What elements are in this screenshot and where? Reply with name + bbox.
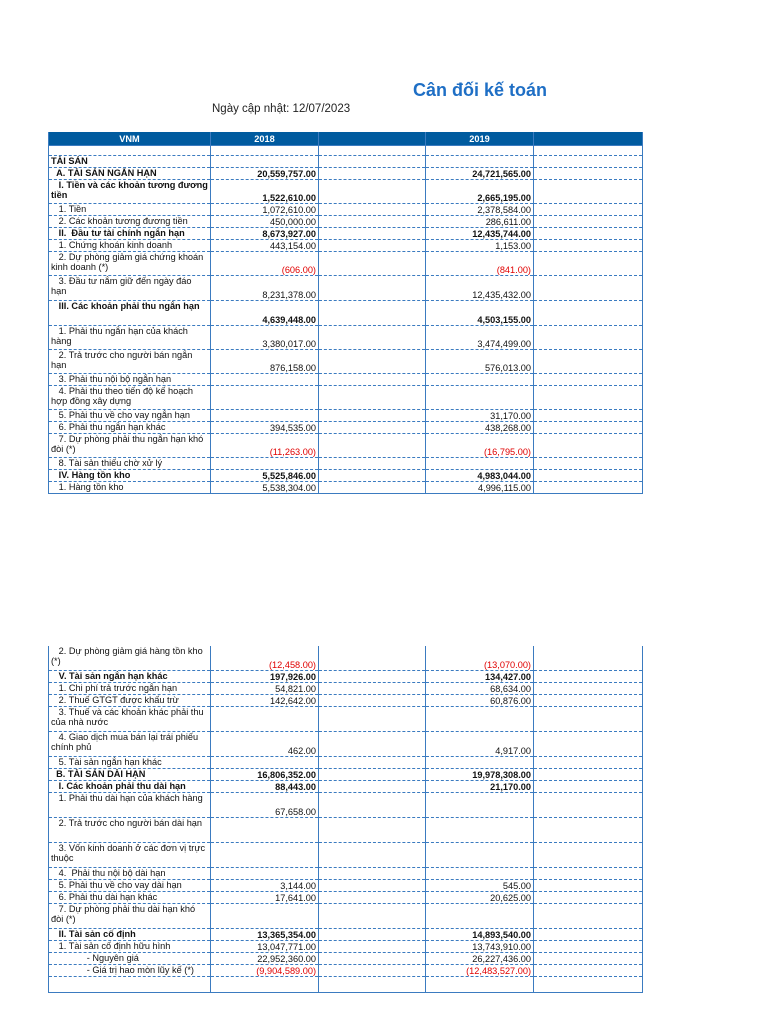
blank-cell (319, 168, 426, 180)
value-2019: 1,153.00 (426, 240, 534, 252)
blank-cell (534, 252, 643, 276)
value-2019 (426, 458, 534, 470)
blank-cell (534, 216, 643, 228)
row-label: TÀI SẢN (49, 156, 211, 168)
blank-cell (319, 470, 426, 482)
value-2018: 13,047,771.00 (211, 940, 319, 952)
value-2019 (426, 976, 534, 992)
value-2019 (426, 146, 534, 156)
value-2019 (426, 756, 534, 768)
table-row (49, 482, 643, 494)
blank-cell (534, 694, 643, 706)
blank-cell (319, 386, 426, 410)
blank-cell (534, 482, 643, 494)
value-2018 (211, 374, 319, 386)
table-row (49, 706, 643, 731)
blank-cell (319, 706, 426, 731)
blank-cell (534, 204, 643, 216)
blank-cell (534, 458, 643, 470)
row-label: 1. Hàng tồn kho (49, 482, 211, 494)
row-label: 3. Đầu tư nắm giữ đến ngày đáo hạn (49, 276, 211, 301)
table-row (49, 156, 643, 168)
row-label: I. Các khoản phải thu dài hạn (49, 780, 211, 792)
blank-cell (534, 867, 643, 879)
value-2018: 8,673,927.00 (211, 228, 319, 240)
blank-cell (534, 410, 643, 422)
row-label: II. Tài sản cố định (49, 928, 211, 940)
value-2018 (211, 903, 319, 928)
row-label: 2. Các khoản tương đương tiền (49, 216, 211, 228)
blank-cell (534, 386, 643, 410)
blank-cell (319, 326, 426, 350)
row-label: I. Tiền và các khoản tương đương tiền (49, 180, 211, 204)
blank-cell (319, 646, 426, 670)
value-2018: 1,522,610.00 (211, 180, 319, 204)
table-row (49, 879, 643, 891)
value-2018: (9,904,589.00) (211, 964, 319, 976)
header-year-2018: 2018 (211, 132, 319, 146)
table-row (49, 780, 643, 792)
blank-cell (319, 952, 426, 964)
row-label: 7. Dự phòng phải thu ngắn hạn khó đòi (*) (49, 434, 211, 458)
value-2019 (426, 374, 534, 386)
value-2019: 4,983,044.00 (426, 470, 534, 482)
value-2018: 13,365,354.00 (211, 928, 319, 940)
value-2019: 3,474,499.00 (426, 326, 534, 350)
blank-cell (534, 879, 643, 891)
value-2019: 2,665,195.00 (426, 180, 534, 204)
blank-cell (534, 146, 643, 156)
table-row (49, 228, 643, 240)
blank-cell (319, 780, 426, 792)
blank-cell (319, 891, 426, 903)
value-2018 (211, 410, 319, 422)
table-row (49, 682, 643, 694)
blank-cell (534, 301, 643, 326)
value-2018 (211, 756, 319, 768)
row-label: 1. Phải thu dài hạn của khách hàng (49, 792, 211, 817)
value-2018: 462.00 (211, 731, 319, 756)
value-2019: 19,978,308.00 (426, 768, 534, 780)
blank-cell (319, 792, 426, 817)
row-label: 1. Chứng khoán kinh doanh (49, 240, 211, 252)
table-row (49, 276, 643, 301)
row-label: 5. Phải thu về cho vay ngắn hạn (49, 410, 211, 422)
table-row (49, 204, 643, 216)
value-2018 (211, 156, 319, 168)
value-2018: (12,458.00) (211, 646, 319, 670)
blank-cell (319, 682, 426, 694)
blank-cell (319, 204, 426, 216)
row-label: 2. Thuế GTGT được khấu trừ (49, 694, 211, 706)
blank-cell (319, 940, 426, 952)
row-label: 1. Phải thu ngắn hạn của khách hàng (49, 326, 211, 350)
blank-cell (319, 482, 426, 494)
table-row (49, 842, 643, 867)
value-2018: 3,144.00 (211, 879, 319, 891)
value-2018: 8,231,378.00 (211, 276, 319, 301)
table-row (49, 350, 643, 374)
row-label: 1. Chi phí trả trước ngắn hạn (49, 682, 211, 694)
row-label: 4. Phải thu nội bộ dài hạn (49, 867, 211, 879)
table-row (49, 817, 643, 842)
value-2019: 21,170.00 (426, 780, 534, 792)
value-2018 (211, 976, 319, 992)
table-body-bottom (49, 646, 643, 992)
row-label: 3. Phải thu nội bộ ngắn hạn (49, 374, 211, 386)
value-2019: 2,378,584.00 (426, 204, 534, 216)
blank-cell (319, 240, 426, 252)
row-label: 6. Phải thu ngắn hạn khác (49, 422, 211, 434)
blank-cell (319, 817, 426, 842)
header-blank-1 (319, 132, 426, 146)
blank-cell (534, 228, 643, 240)
value-2019: 4,996,115.00 (426, 482, 534, 494)
blank-cell (319, 928, 426, 940)
blank-cell (534, 731, 643, 756)
table-row (49, 928, 643, 940)
blank-cell (534, 706, 643, 731)
value-2018 (211, 867, 319, 879)
table-row (49, 301, 643, 326)
table-row (49, 146, 643, 156)
table-row (49, 168, 643, 180)
row-label: A. TÀI SẢN NGẮN HẠN (49, 168, 211, 180)
row-label: 2. Dự phòng giảm giá hàng tồn kho (*) (49, 646, 211, 670)
table-row (49, 694, 643, 706)
value-2019: 12,435,432.00 (426, 276, 534, 301)
blank-cell (534, 180, 643, 204)
value-2019: 68,634.00 (426, 682, 534, 694)
blank-cell (319, 350, 426, 374)
row-label: 6. Phải thu dài hạn khác (49, 891, 211, 903)
row-label: 3. Vốn kinh doanh ở các đơn vị trực thuộc (49, 842, 211, 867)
blank-cell (534, 374, 643, 386)
blank-cell (319, 768, 426, 780)
blank-cell (534, 422, 643, 434)
value-2018: 3,380,017.00 (211, 326, 319, 350)
value-2019 (426, 706, 534, 731)
blank-cell (319, 458, 426, 470)
value-2018: 5,525,846.00 (211, 470, 319, 482)
blank-cell (534, 940, 643, 952)
row-label (49, 146, 211, 156)
value-2019: 4,917.00 (426, 731, 534, 756)
table-row (49, 964, 643, 976)
value-2018: 20,559,757.00 (211, 168, 319, 180)
balance-sheet-table-top (48, 132, 643, 494)
blank-cell (319, 670, 426, 682)
value-2019 (426, 156, 534, 168)
table-body-top (49, 146, 643, 494)
row-label: 1. Tiền (49, 204, 211, 216)
blank-cell (534, 156, 643, 168)
row-label: 1. Tài sản cố định hữu hình (49, 940, 211, 952)
blank-cell (319, 301, 426, 326)
table-row (49, 458, 643, 470)
blank-cell (534, 240, 643, 252)
value-2019: 60,876.00 (426, 694, 534, 706)
value-2019 (426, 842, 534, 867)
page-title: Cân đối kế toán (412, 80, 547, 100)
row-label: - Nguyên giá (49, 952, 211, 964)
value-2018: 443,154.00 (211, 240, 319, 252)
blank-cell (534, 903, 643, 928)
value-2018: 450,000.00 (211, 216, 319, 228)
value-2019: (12,483,527.00) (426, 964, 534, 976)
value-2018: (606.00) (211, 252, 319, 276)
value-2019: 26,227,436.00 (426, 952, 534, 964)
blank-cell (534, 768, 643, 780)
value-2018: 17,641.00 (211, 891, 319, 903)
value-2019 (426, 817, 534, 842)
table-row (49, 422, 643, 434)
table-row (49, 216, 643, 228)
value-2018 (211, 146, 319, 156)
value-2019: 286,611.00 (426, 216, 534, 228)
blank-cell (534, 646, 643, 670)
blank-cell (319, 756, 426, 768)
table-row (49, 670, 643, 682)
row-label: 4. Phải thu theo tiến độ kế hoạch hợp đồng xây dựng (49, 386, 211, 410)
blank-cell (319, 964, 426, 976)
table-row (49, 180, 643, 204)
row-label: 2. Trả trước cho người bán dài hạn (49, 817, 211, 842)
blank-cell (319, 731, 426, 756)
value-2019: 545.00 (426, 879, 534, 891)
blank-cell (534, 964, 643, 976)
value-2018: 5,538,304.00 (211, 482, 319, 494)
value-2019: 31,170.00 (426, 410, 534, 422)
value-2018: 1,072,610.00 (211, 204, 319, 216)
row-label: II. Đầu tư tài chính ngắn hạn (49, 228, 211, 240)
header-year-2019: 2019 (426, 132, 534, 146)
value-2018 (211, 386, 319, 410)
row-label: IV. Hàng tồn kho (49, 470, 211, 482)
value-2018: 54,821.00 (211, 682, 319, 694)
value-2019: (13,070.00) (426, 646, 534, 670)
blank-cell (319, 252, 426, 276)
table-row (49, 386, 643, 410)
blank-cell (319, 156, 426, 168)
value-2018: 88,443.00 (211, 780, 319, 792)
value-2018: 142,642.00 (211, 694, 319, 706)
blank-cell (319, 879, 426, 891)
blank-cell (319, 976, 426, 992)
table-row (49, 410, 643, 422)
header-ticker: VNM (49, 132, 211, 146)
value-2018 (211, 706, 319, 731)
value-2019: 438,268.00 (426, 422, 534, 434)
table-row (49, 240, 643, 252)
blank-cell (319, 842, 426, 867)
update-date: Ngày cập nhật: 12/07/2023 (212, 103, 351, 115)
row-label: III. Các khoản phải thu ngắn hạn (49, 301, 211, 326)
value-2019: 20,625.00 (426, 891, 534, 903)
value-2019: (16,795.00) (426, 434, 534, 458)
value-2019 (426, 386, 534, 410)
blank-cell (534, 842, 643, 867)
blank-cell (534, 682, 643, 694)
row-label: 8. Tài sản thiếu chờ xử lý (49, 458, 211, 470)
header-row (49, 132, 643, 146)
value-2019: 13,743,910.00 (426, 940, 534, 952)
value-2018 (211, 817, 319, 842)
value-2019: 12,435,744.00 (426, 228, 534, 240)
value-2018 (211, 842, 319, 867)
value-2019: 134,427.00 (426, 670, 534, 682)
blank-cell (534, 350, 643, 374)
table-row (49, 903, 643, 928)
blank-cell (534, 326, 643, 350)
table-row (49, 768, 643, 780)
row-label (49, 976, 211, 992)
row-label: 2. Dự phòng giảm giá chứng khoán kinh doanh (*) (49, 252, 211, 276)
table-row (49, 952, 643, 964)
value-2019 (426, 792, 534, 817)
blank-cell (319, 867, 426, 879)
blank-cell (534, 756, 643, 768)
row-label: 2. Trả trước cho người bán ngắn hạn (49, 350, 211, 374)
table-row (49, 731, 643, 756)
row-label: 7. Dự phòng phải thu dài hạn khó đòi (*) (49, 903, 211, 928)
table-row (49, 252, 643, 276)
row-label: V. Tài sản ngắn hạn khác (49, 670, 211, 682)
value-2018: 67,658.00 (211, 792, 319, 817)
value-2019 (426, 903, 534, 928)
blank-cell (319, 216, 426, 228)
blank-cell (534, 670, 643, 682)
blank-cell (319, 903, 426, 928)
row-label: B. TÀI SẢN DÀI HẠN (49, 768, 211, 780)
value-2019: (841.00) (426, 252, 534, 276)
table-row (49, 470, 643, 482)
table-row (49, 891, 643, 903)
blank-cell (534, 434, 643, 458)
blank-cell (319, 694, 426, 706)
row-label: 5. Phải thu về cho vay dài hạn (49, 879, 211, 891)
blank-cell (534, 792, 643, 817)
table-row (49, 792, 643, 817)
value-2019: 576,013.00 (426, 350, 534, 374)
table-row (49, 756, 643, 768)
value-2018: 16,806,352.00 (211, 768, 319, 780)
blank-cell (319, 228, 426, 240)
value-2018: 4,639,448.00 (211, 301, 319, 326)
header-blank-2 (534, 132, 643, 146)
table-row (49, 374, 643, 386)
row-label: 4. Giao dịch mua bán lại trái phiếu chính phủ (49, 731, 211, 756)
row-label: 3. Thuế và các khoản khác phải thu của nhà nước (49, 706, 211, 731)
blank-cell (534, 168, 643, 180)
value-2019 (426, 867, 534, 879)
blank-cell (319, 276, 426, 301)
value-2018: 394,535.00 (211, 422, 319, 434)
value-2018 (211, 458, 319, 470)
value-2018: 22,952,360.00 (211, 952, 319, 964)
blank-cell (534, 976, 643, 992)
table-row (49, 434, 643, 458)
blank-cell (534, 891, 643, 903)
blank-cell (534, 928, 643, 940)
table-row (49, 867, 643, 879)
blank-cell (534, 817, 643, 842)
value-2019: 4,503,155.00 (426, 301, 534, 326)
blank-cell (319, 422, 426, 434)
blank-cell (534, 952, 643, 964)
blank-cell (319, 374, 426, 386)
value-2018: 876,158.00 (211, 350, 319, 374)
blank-cell (534, 470, 643, 482)
blank-cell (319, 434, 426, 458)
blank-cell (319, 180, 426, 204)
table-row (49, 646, 643, 670)
table-row (49, 940, 643, 952)
value-2018: 197,926.00 (211, 670, 319, 682)
row-label: 5. Tài sản ngắn hạn khác (49, 756, 211, 768)
blank-cell (534, 276, 643, 301)
blank-cell (534, 780, 643, 792)
row-label: - Giá trị hao mòn lũy kế (*) (49, 964, 211, 976)
table-row (49, 326, 643, 350)
value-2019: 14,893,540.00 (426, 928, 534, 940)
table-row (49, 976, 643, 992)
value-2018: (11,263.00) (211, 434, 319, 458)
value-2019: 24,721,565.00 (426, 168, 534, 180)
blank-cell (319, 146, 426, 156)
balance-sheet-table-bottom (48, 646, 643, 993)
blank-cell (319, 410, 426, 422)
